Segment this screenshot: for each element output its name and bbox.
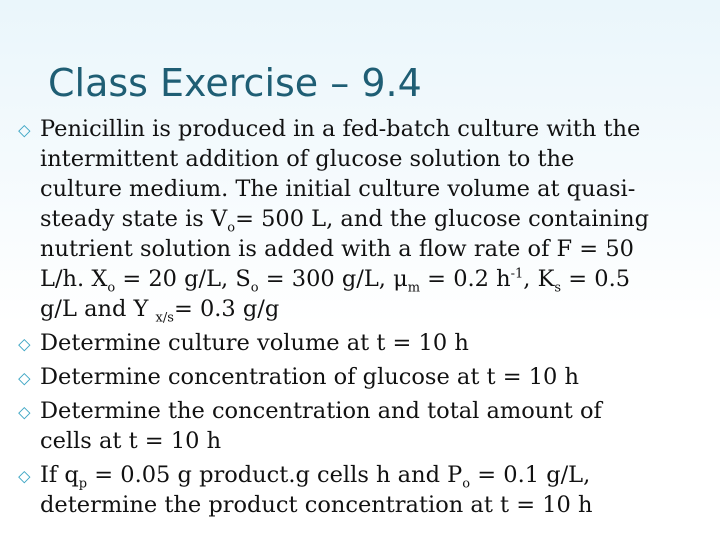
text-line — [40, 264, 708, 294]
text-line: Determine concentration of glucose at t = 10 h — [40, 364, 580, 390]
text-line: Determine the concentration and total amount of — [40, 398, 602, 424]
bullet-glucose-concentration — [18, 362, 708, 392]
subscript: o — [462, 476, 471, 492]
text-line — [40, 460, 708, 490]
diamond-bullet-icon: ⬦ — [18, 402, 31, 423]
bullet-culture-volume — [18, 328, 708, 358]
subscript: o — [227, 220, 236, 236]
text-line — [40, 294, 708, 324]
text-run: = 300 g/L, μ — [258, 266, 408, 292]
diamond-bullet-icon: ⬦ — [18, 334, 31, 355]
text-line: determine the product concentration at t = 10 h — [40, 492, 593, 518]
diamond-bullet-icon: ⬦ — [18, 120, 31, 141]
text-run: steady state is V — [40, 206, 228, 232]
text-line: Determine culture volume at t = 10 h — [40, 330, 469, 356]
superscript: -1 — [510, 266, 524, 282]
text-run: = 500 L, and the glucose containing — [235, 206, 650, 232]
subscript: o — [250, 280, 259, 296]
text-run: If q — [40, 462, 79, 488]
text-line — [40, 204, 708, 234]
text-line: culture medium. The initial culture volume at quasi- — [40, 176, 636, 202]
bullet-cell-concentration — [18, 396, 708, 456]
text-run: = 0.1 g/L, — [470, 462, 591, 488]
text-run: = 0.05 g product.g cells h and P — [87, 462, 463, 488]
text-run: = 20 g/L, S — [115, 266, 251, 292]
subscript: p — [78, 476, 88, 492]
subscript: x/s — [155, 310, 174, 326]
text-run: , K — [523, 266, 555, 292]
text-run: = 0.3 g/g — [173, 296, 280, 322]
text-run: g/L and Y — [40, 296, 156, 322]
text-line: nutrient solution is added with a flow rate of F = 50 — [40, 236, 634, 262]
slide-title: Class Exercise – 9.4 — [48, 61, 422, 105]
text-run: L/h. X — [40, 266, 108, 292]
text-run: = 0.5 — [561, 266, 631, 292]
bullet-product-concentration — [18, 460, 708, 520]
text-line: intermittent addition of glucose solution to the — [40, 146, 575, 172]
subscript: m — [407, 280, 421, 296]
text-run: = 0.2 h — [420, 266, 511, 292]
text-line: Penicillin is produced in a fed-batch culture with the — [40, 116, 641, 142]
diamond-bullet-icon: ⬦ — [18, 368, 31, 389]
diamond-bullet-icon: ⬦ — [18, 466, 31, 487]
subscript: s — [554, 280, 562, 296]
bullet-list — [18, 114, 708, 524]
bullet-problem-statement — [18, 114, 708, 324]
subscript: o — [107, 280, 116, 296]
text-line: cells at t = 10 h — [40, 428, 222, 454]
